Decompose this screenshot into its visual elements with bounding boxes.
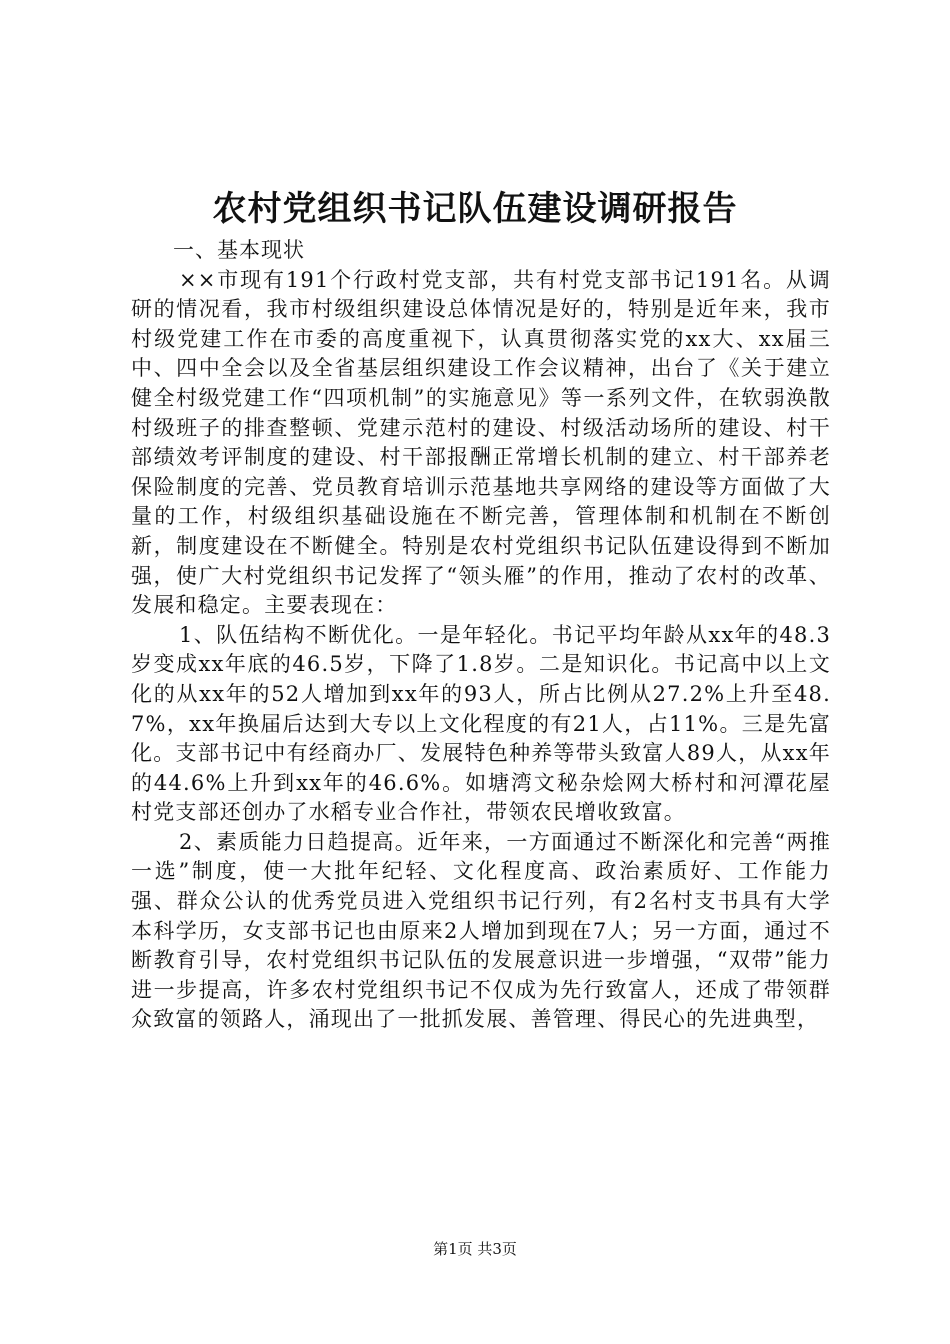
paragraph-quality: 2、素质能力日趋提高。近年来，一方面通过不断深化和完善“两推一选”制度，使一大批年纪轻、文化程度高、政治素质好、工作能力强、群众公认的优秀党员进入党组织书记行列，有2名村支书具有大学本科学历，女支部书记也由原来2人增加到现在7人；另一方面，通过不断教育引导，农村党组织书记队伍的发展意识进一步增强，“双带”能力进一步提高，许多农村党组织书记不仅成为先行致富人，还成了带领群众致富的领路人，涌现出了一批抓发展、善管理、得民心的先进典型， bbox=[131, 829, 831, 1032]
paragraph-overview: ××市现有191个行政村党支部，共有村党支部书记191名。从调研的情况看，我市村级组织建设总体情况是好的，特别是近年来，我市村级党建工作在市委的高度重视下，认真贯彻落实党的xx大、xx届三中、四中全会以及全省基层组织建设工作会议精神，出台了《关于建立健全村级党建工作“四项机制”的实施意见》等一系列文件，在软弱涣散村级班子的排查整顿、党建示范村的建设、村级活动场所的建设、村干部绩效考评制度的建设、村干部报酬正常增长机制的建立、村干部养老保险制度的完善、党员教育培训示范基地共享网络的建设等方面做了大量的工作，村级组织基础设施在不断完善，管理体制和机制在不断创新，制度建设在不断健全。特别是农村党组织书记队伍建设得到不断加强，使广大村党组织书记发挥了“领头雁”的作用，推动了农村的改革、发展和稳定。主要表现在： bbox=[131, 267, 831, 618]
document-body bbox=[131, 236, 831, 1035]
paragraph-structure: 1、队伍结构不断优化。一是年轻化。书记平均年龄从xx年的48.3岁变成xx年底的46.5岁，下降了1.8岁。二是知识化。书记高中以上文化的从xx年的52人增加到xx年的93人，所占比例从27.2%上升至48.7%，xx年换届后达到大专以上文化程度的有21人，占11%。三是先富化。支部书记中有经商办厂、发展特色种养等带头致富人89人，从xx年的44.6%上升到xx年的46.6%。如塘湾文秘杂烩网大桥村和河潭花屋村党支部还创办了水稻专业合作社，带领农民增收致富。 bbox=[131, 622, 831, 825]
document-title: 农村党组织书记队伍建设调研报告 bbox=[212, 189, 738, 229]
page-footer: 第1页 共3页 bbox=[433, 1240, 517, 1258]
section-heading: 一、基本现状 bbox=[173, 238, 305, 262]
